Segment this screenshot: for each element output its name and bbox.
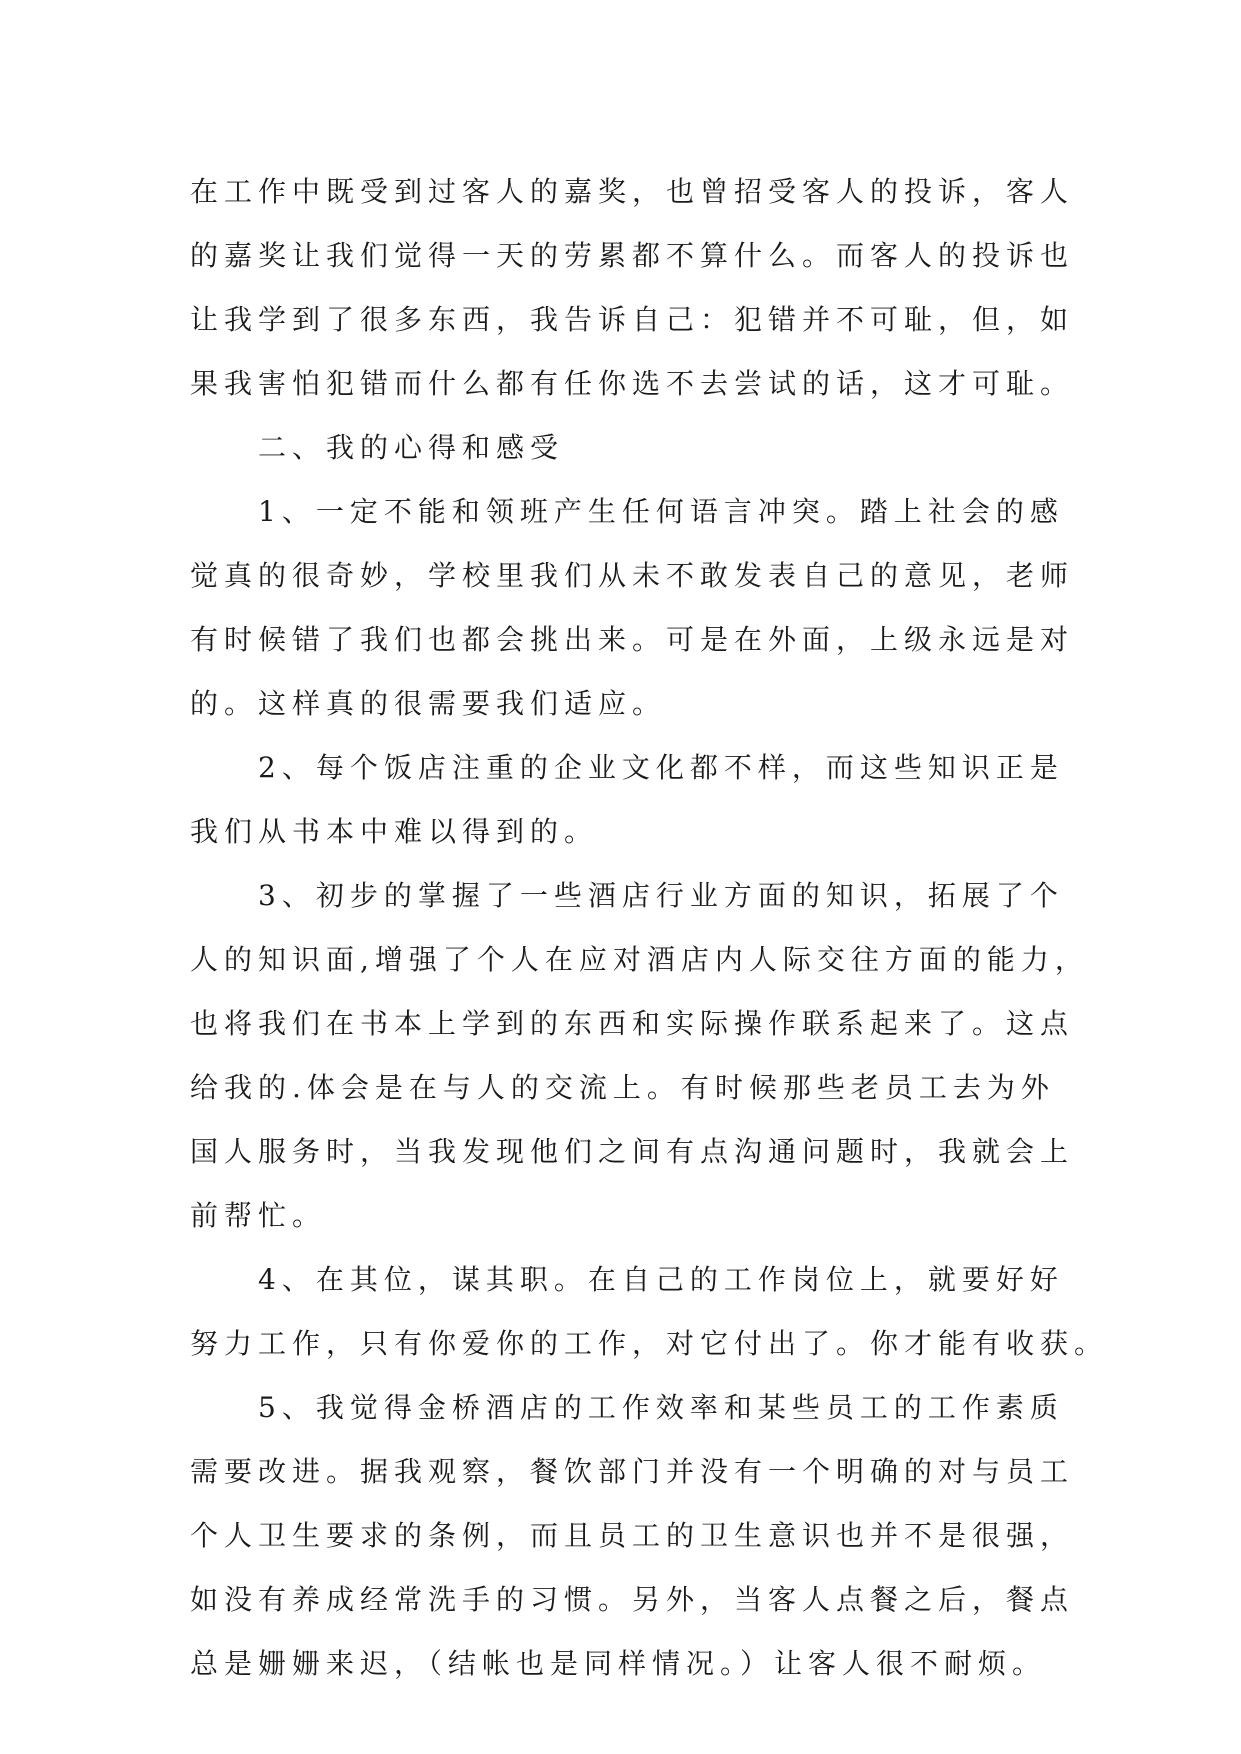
paragraph-start: 2、每个饭店注重的企业文化都不样，而这些知识正是 [258,751,1064,784]
text-line: 个人卫生要求的条例，而且员工的卫生意识也并不是很强， [190,1519,1075,1552]
paragraph-start: 4、在其位，谋其职。在自己的工作岗位上，就要好好 [258,1263,1064,1296]
text-line: 觉真的很奇妙，学校里我们从未不敢发表自己的意见，老师 [190,559,1075,592]
text-line: 果我害怕犯错而什么都有任你选不去尝试的话，这才可耻。 [190,367,1075,400]
text-line: 人的知识面,增强了个人在应对酒店内人际交往方面的能力， [190,943,1089,976]
text-line: 也将我们在书本上学到的东西和实际操作联系起来了。这点 [190,1007,1075,1040]
text-line: 前帮忙。 [190,1199,327,1232]
paragraph-start: 5、我觉得金桥酒店的工作效率和某些员工的工作素质 [258,1391,1064,1424]
text-line: 给我的.体会是在与人的交流上。有时候那些老员工去为外 [190,1071,1055,1104]
text-line: 有时候错了我们也都会挑出来。可是在外面，上级永远是对 [190,623,1075,656]
paragraph-start: 3、初步的掌握了一些酒店行业方面的知识，拓展了个 [258,879,1064,912]
text-line: 我们从书本中难以得到的。 [190,815,599,848]
paragraph-start: 1、一定不能和领班产生任何语言冲突。踏上社会的感 [258,495,1064,528]
text-line: 努力工作，只有你爱你的工作，对它付出了。你才能有收获。 [190,1327,1109,1360]
text-line: 让我学到了很多东西，我告诉自己：犯错并不可耻，但，如 [190,303,1075,336]
text-line: 的嘉奖让我们觉得一天的劳累都不算什么。而客人的投诉也 [190,239,1075,272]
document-body [190,160,1109,1696]
text-line: 在工作中既受到过客人的嘉奖，也曾招受客人的投诉，客人 [190,175,1075,208]
text-line: 国人服务时，当我发现他们之间有点沟通问题时，我就会上 [190,1135,1075,1168]
text-line: 需要改进。据我观察，餐饮部门并没有一个明确的对与员工 [190,1455,1075,1488]
text-line: 如没有养成经常洗手的习惯。另外，当客人点餐之后，餐点 [190,1583,1075,1616]
text-line: 总是姗姗来迟，（结帐也是同样情况。）让客人很不耐烦。 [190,1647,1047,1680]
text-line: 的。这样真的很需要我们适应。 [190,687,667,720]
section-heading: 二、我的心得和感受 [258,431,565,464]
